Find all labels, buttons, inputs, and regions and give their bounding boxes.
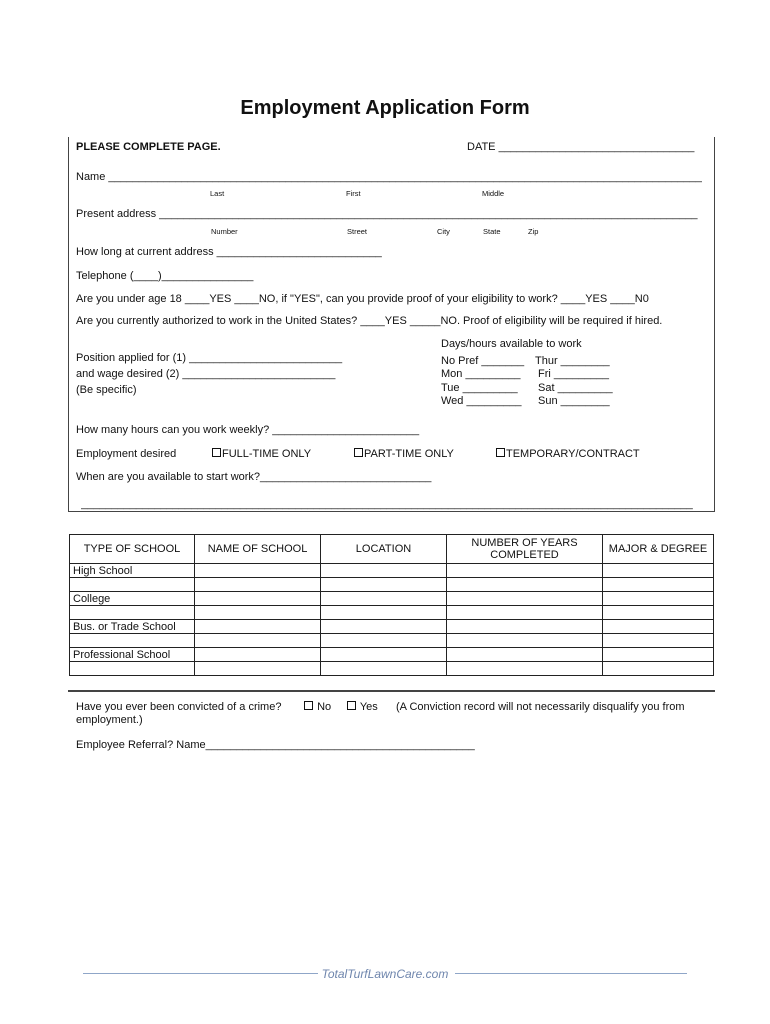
date-field[interactable]: DATE ________________________________ (467, 141, 695, 153)
address-field[interactable]: Present address ________________________________________________________________________________________ (76, 208, 698, 220)
table-cell[interactable] (447, 648, 603, 662)
name-sub-last: Last (210, 189, 225, 198)
conviction-question: Have you ever been convicted of a crime? (76, 701, 282, 713)
school-type-cell: Bus. or Trade School (70, 620, 195, 634)
address-sub-number: Number (211, 227, 238, 236)
conviction-note-continued: employment.) (76, 714, 143, 726)
table-header-row (70, 535, 714, 564)
how-long-field[interactable]: How long at current address ___________________________ (76, 246, 382, 258)
form-frame-bottom (68, 511, 715, 512)
part-time-option[interactable] (354, 448, 454, 460)
age-question[interactable]: Are you under age 18 ____YES ____NO, if "YES", can you provide proof of your eligibility to work? ____YES ____N0 (76, 293, 649, 305)
table-header: LOCATION (321, 535, 447, 564)
table-cell[interactable] (195, 606, 321, 620)
table-header: NAME OF SCHOOL (195, 535, 321, 564)
position-line-3: (Be specific) (76, 384, 137, 396)
page-title: Employment Application Form (240, 97, 530, 119)
option-label: Yes (359, 701, 378, 713)
table-header: NUMBER OF YEARS COMPLETED (447, 535, 603, 564)
table-cell[interactable] (195, 648, 321, 662)
table-cell[interactable] (603, 620, 714, 634)
school-type-cell (70, 662, 195, 676)
table-cell[interactable] (447, 662, 603, 676)
hours-weekly-field[interactable]: How many hours can you work weekly? ________________________ (76, 424, 420, 436)
table-cell[interactable] (603, 564, 714, 578)
table-cell[interactable] (603, 606, 714, 620)
table-cell[interactable] (603, 634, 714, 648)
table-cell[interactable] (321, 620, 447, 634)
name-sub-first: First (346, 189, 361, 198)
blank-line[interactable]: ____________________________________________________________________________________________________ (81, 498, 693, 510)
school-type-cell: College (70, 592, 195, 606)
table-header: TYPE OF SCHOOL (70, 535, 195, 564)
table-cell[interactable] (195, 662, 321, 676)
telephone-field[interactable]: Telephone (____)_______________ (76, 270, 254, 282)
table-cell[interactable] (321, 564, 447, 578)
position-line-1[interactable]: Position applied for (1) _________________________ (76, 352, 343, 364)
table-cell[interactable] (321, 592, 447, 606)
day-field[interactable]: Mon _________ (441, 368, 521, 380)
day-field[interactable]: Fri _________ (538, 368, 609, 380)
instruction-text: PLEASE COMPLETE PAGE. (76, 141, 221, 153)
table-cell[interactable] (603, 648, 714, 662)
table-row (70, 648, 714, 662)
table-cell[interactable] (447, 564, 603, 578)
authorized-question[interactable]: Are you currently authorized to work in the United States? ____YES _____NO. Proof of eligibility will be required if hired. (76, 315, 663, 327)
option-label: FULL-TIME ONLY (222, 448, 312, 460)
checkbox-icon[interactable] (304, 701, 313, 710)
table-cell[interactable] (195, 564, 321, 578)
full-time-option[interactable] (212, 448, 311, 460)
table-cell[interactable] (447, 606, 603, 620)
table-cell[interactable] (603, 578, 714, 592)
checkbox-icon[interactable] (496, 448, 505, 457)
table-row (70, 662, 714, 676)
table-row (70, 634, 714, 648)
table-cell[interactable] (447, 578, 603, 592)
table-cell[interactable] (321, 606, 447, 620)
referral-field[interactable]: Employee Referral? Name____________________________________________ (76, 739, 475, 751)
option-label: TEMPORARY/CONTRACT (506, 448, 640, 460)
day-field[interactable]: Tue _________ (441, 382, 518, 394)
table-row (70, 578, 714, 592)
table-cell[interactable] (321, 662, 447, 676)
start-work-field[interactable]: When are you available to start work?____________________________ (76, 471, 432, 483)
table-cell[interactable] (195, 634, 321, 648)
table-cell[interactable] (321, 578, 447, 592)
conviction-note: (A Conviction record will not necessarily disqualify you from (396, 701, 685, 713)
address-sub-zip: Zip (528, 227, 539, 236)
address-sub-city: City (437, 227, 450, 236)
table-cell[interactable] (603, 592, 714, 606)
table-row (70, 620, 714, 634)
address-sub-state: State (483, 227, 501, 236)
conviction-no-option[interactable] (304, 701, 331, 713)
table-cell[interactable] (321, 634, 447, 648)
table-row (70, 564, 714, 578)
table-cell[interactable] (603, 662, 714, 676)
table-row (70, 606, 714, 620)
table-cell[interactable] (447, 620, 603, 634)
table-cell[interactable] (447, 634, 603, 648)
form-frame-right (714, 137, 715, 512)
name-sub-middle: Middle (482, 189, 505, 198)
employment-desired-label: Employment desired (76, 448, 177, 460)
conviction-yes-option[interactable] (347, 701, 378, 713)
day-field[interactable]: Thur ________ (535, 355, 610, 367)
school-type-cell (70, 606, 195, 620)
name-field[interactable]: Name _________________________________________________________________________________________________ (76, 171, 702, 183)
school-type-cell (70, 578, 195, 592)
school-type-cell: High School (70, 564, 195, 578)
position-line-2[interactable]: and wage desired (2) _________________________ (76, 368, 336, 380)
education-table (69, 534, 714, 676)
table-cell[interactable] (195, 592, 321, 606)
school-type-cell (70, 634, 195, 648)
table-row (70, 592, 714, 606)
footer-brand: TotalTurfLawnCare.com (321, 967, 449, 981)
address-sub-street: Street (347, 227, 368, 236)
table-cell[interactable] (447, 592, 603, 606)
table-cell[interactable] (195, 578, 321, 592)
table-cell[interactable] (321, 648, 447, 662)
option-label: PART-TIME ONLY (364, 448, 454, 460)
checkbox-icon[interactable] (212, 448, 221, 457)
day-field[interactable]: Sat _________ (538, 382, 613, 394)
section-divider (68, 690, 715, 692)
day-field[interactable]: Sun ________ (538, 395, 610, 407)
day-field[interactable]: Wed _________ (441, 395, 522, 407)
days-hours-heading: Days/hours available to work (441, 338, 582, 350)
day-field[interactable]: No Pref _______ (441, 355, 525, 367)
table-header: MAJOR & DEGREE (603, 535, 714, 564)
temporary-option[interactable] (496, 448, 640, 460)
form-frame-left (68, 137, 69, 512)
checkbox-icon[interactable] (354, 448, 363, 457)
table-cell[interactable] (195, 620, 321, 634)
option-label: No (317, 701, 332, 713)
school-type-cell: Professional School (70, 648, 195, 662)
checkbox-icon[interactable] (347, 701, 356, 710)
